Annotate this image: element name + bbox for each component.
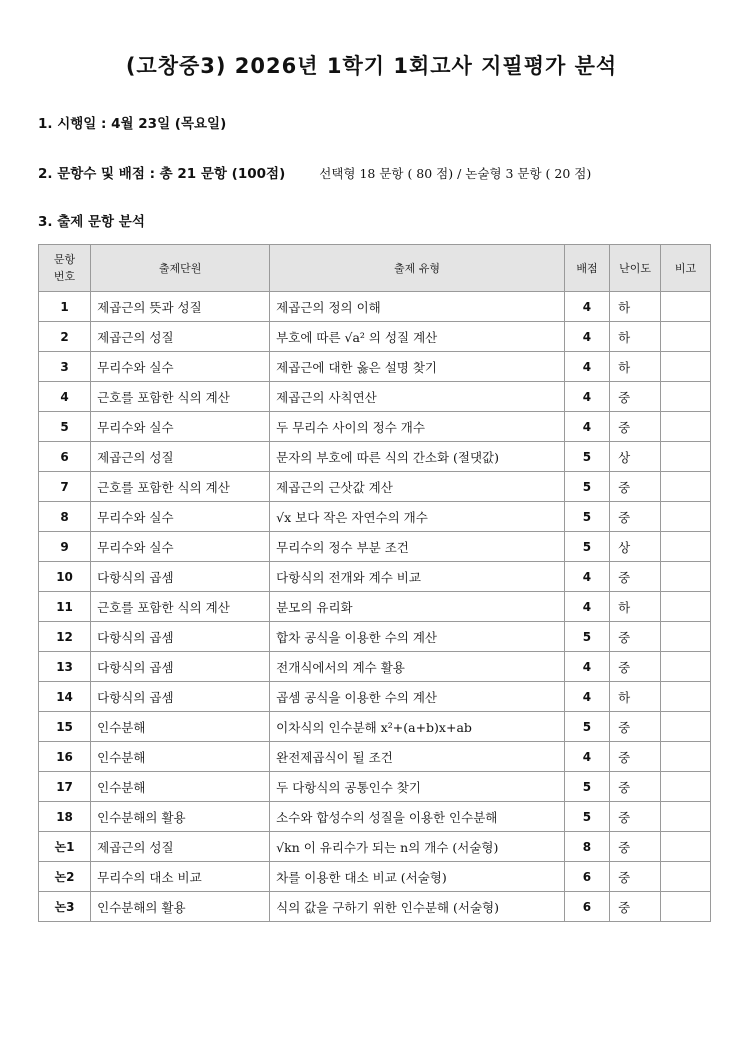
cell-score: 5: [564, 772, 609, 802]
cell-score: 4: [564, 322, 609, 352]
cell-unit: 무리수와 실수: [91, 502, 270, 532]
header-difficulty: 난이도: [610, 245, 661, 292]
cell-type: 제곱근의 근삿값 계산: [270, 472, 565, 502]
cell-score: 5: [564, 442, 609, 472]
cell-unit: 근호를 포함한 식의 계산: [91, 592, 270, 622]
cell-type: 제곱근의 사칙연산: [270, 382, 565, 412]
cell-note: [661, 322, 711, 352]
cell-note: [661, 502, 711, 532]
cell-difficulty: 중: [610, 802, 661, 832]
cell-score: 4: [564, 382, 609, 412]
table-row: [39, 472, 711, 502]
cell-note: [661, 292, 711, 322]
analysis-heading: 3. 출제 문항 분석: [38, 214, 145, 230]
cell-difficulty: 중: [610, 862, 661, 892]
cell-score: 4: [564, 292, 609, 322]
cell-note: [661, 472, 711, 502]
cell-score: 4: [564, 562, 609, 592]
table-row: [39, 322, 711, 352]
cell-type: 분모의 유리화: [270, 592, 565, 622]
cell-type: 무리수의 정수 부분 조건: [270, 532, 565, 562]
cell-unit: 제곱근의 뜻과 성질: [91, 292, 270, 322]
cell-note: [661, 562, 711, 592]
cell-score: 8: [564, 832, 609, 862]
cell-type: √kn 이 유리수가 되는 n의 개수 (서술형): [270, 832, 565, 862]
cell-note: [661, 832, 711, 862]
cell-note: [661, 652, 711, 682]
cell-score: 5: [564, 622, 609, 652]
cell-note: [661, 382, 711, 412]
cell-number: 9: [39, 532, 91, 562]
cell-type: 차를 이용한 대소 비교 (서술형): [270, 862, 565, 892]
cell-difficulty: 중: [610, 562, 661, 592]
cell-number: 2: [39, 322, 91, 352]
cell-type: 다항식의 전개와 계수 비교: [270, 562, 565, 592]
table-row: [39, 772, 711, 802]
table-row: [39, 622, 711, 652]
header-number: 문항 번호: [39, 245, 91, 292]
cell-number: 15: [39, 712, 91, 742]
table-row: [39, 562, 711, 592]
cell-score: 4: [564, 652, 609, 682]
cell-note: [661, 772, 711, 802]
cell-note: [661, 622, 711, 652]
header-note: 비고: [661, 245, 711, 292]
cell-unit: 다항식의 곱셈: [91, 562, 270, 592]
question-type-breakdown: 선택형 18 문항 ( 80 점) / 논술형 3 문항 ( 20 점): [319, 166, 592, 181]
cell-type: √x 보다 작은 자연수의 개수: [270, 502, 565, 532]
cell-unit: 무리수와 실수: [91, 412, 270, 442]
cell-note: [661, 802, 711, 832]
cell-unit: 다항식의 곱셈: [91, 682, 270, 712]
cell-type: 부호에 따른 √a² 의 성질 계산: [270, 322, 565, 352]
cell-unit: 무리수와 실수: [91, 532, 270, 562]
cell-score: 6: [564, 862, 609, 892]
cell-difficulty: 중: [610, 412, 661, 442]
cell-type: 합차 공식을 이용한 수의 계산: [270, 622, 565, 652]
cell-number: 13: [39, 652, 91, 682]
cell-number: 1: [39, 292, 91, 322]
question-count-line: [38, 162, 591, 182]
cell-difficulty: 하: [610, 682, 661, 712]
cell-unit: 다항식의 곱셈: [91, 622, 270, 652]
cell-type: 완전제곱식이 될 조건: [270, 742, 565, 772]
cell-number: 7: [39, 472, 91, 502]
cell-number: 6: [39, 442, 91, 472]
cell-score: 5: [564, 532, 609, 562]
header-type: 출제 유형: [270, 245, 565, 292]
table-row: [39, 532, 711, 562]
cell-note: [661, 352, 711, 382]
cell-number: 16: [39, 742, 91, 772]
table-row: [39, 862, 711, 892]
cell-unit: 인수분해의 활용: [91, 892, 270, 922]
cell-score: 4: [564, 352, 609, 382]
cell-unit: 근호를 포함한 식의 계산: [91, 382, 270, 412]
cell-difficulty: 중: [610, 892, 661, 922]
cell-number: 논1: [39, 832, 91, 862]
table-row: [39, 442, 711, 472]
table-row: [39, 412, 711, 442]
cell-difficulty: 중: [610, 832, 661, 862]
cell-unit: 제곱근의 성질: [91, 442, 270, 472]
cell-number: 18: [39, 802, 91, 832]
cell-unit: 제곱근의 성질: [91, 322, 270, 352]
cell-type: 두 무리수 사이의 정수 개수: [270, 412, 565, 442]
cell-difficulty: 상: [610, 442, 661, 472]
cell-number: 3: [39, 352, 91, 382]
cell-difficulty: 중: [610, 712, 661, 742]
cell-difficulty: 하: [610, 592, 661, 622]
cell-unit: 다항식의 곱셈: [91, 652, 270, 682]
cell-type: 식의 값을 구하기 위한 인수분해 (서술형): [270, 892, 565, 922]
cell-difficulty: 하: [610, 352, 661, 382]
cell-unit: 인수분해: [91, 742, 270, 772]
cell-number: 10: [39, 562, 91, 592]
cell-note: [661, 862, 711, 892]
cell-difficulty: 중: [610, 742, 661, 772]
cell-number: 5: [39, 412, 91, 442]
cell-unit: 인수분해의 활용: [91, 802, 270, 832]
cell-number: 4: [39, 382, 91, 412]
cell-score: 4: [564, 742, 609, 772]
cell-note: [661, 682, 711, 712]
cell-unit: 무리수의 대소 비교: [91, 862, 270, 892]
cell-difficulty: 하: [610, 292, 661, 322]
cell-number: 논3: [39, 892, 91, 922]
cell-difficulty: 중: [610, 652, 661, 682]
cell-type: 소수와 합성수의 성질을 이용한 인수분해: [270, 802, 565, 832]
cell-number: 11: [39, 592, 91, 622]
cell-difficulty: 중: [610, 772, 661, 802]
cell-difficulty: 중: [610, 502, 661, 532]
table-row: [39, 502, 711, 532]
table-row: [39, 382, 711, 412]
cell-note: [661, 712, 711, 742]
table-row: [39, 742, 711, 772]
exam-date: 1. 시행일 : 4월 23일 (목요일): [38, 116, 227, 132]
cell-difficulty: 하: [610, 322, 661, 352]
cell-type: 제곱근에 대한 옳은 설명 찾기: [270, 352, 565, 382]
cell-number: 8: [39, 502, 91, 532]
header-score: 배점: [564, 245, 609, 292]
cell-score: 4: [564, 682, 609, 712]
cell-note: [661, 532, 711, 562]
cell-unit: 근호를 포함한 식의 계산: [91, 472, 270, 502]
cell-unit: 제곱근의 성질: [91, 832, 270, 862]
table-row: [39, 832, 711, 862]
cell-number: 17: [39, 772, 91, 802]
table-row: [39, 682, 711, 712]
table-row: [39, 652, 711, 682]
table-header-row: [39, 245, 711, 292]
cell-difficulty: 중: [610, 622, 661, 652]
analysis-table: [38, 244, 711, 922]
cell-number: 12: [39, 622, 91, 652]
cell-score: 5: [564, 712, 609, 742]
cell-unit: 인수분해: [91, 772, 270, 802]
table-row: [39, 802, 711, 832]
cell-note: [661, 892, 711, 922]
cell-number: 14: [39, 682, 91, 712]
cell-score: 5: [564, 472, 609, 502]
table-row: [39, 712, 711, 742]
cell-type: 이차식의 인수분해 x²+(a+b)x+ab: [270, 712, 565, 742]
cell-note: [661, 442, 711, 472]
cell-unit: 무리수와 실수: [91, 352, 270, 382]
cell-score: 4: [564, 592, 609, 622]
cell-score: 4: [564, 412, 609, 442]
cell-type: 두 다항식의 공통인수 찾기: [270, 772, 565, 802]
cell-number: 논2: [39, 862, 91, 892]
page-title: (고창중3) 2026년 1학기 1회고사 지필평가 분석: [125, 54, 618, 78]
cell-type: 제곱근의 정의 이해: [270, 292, 565, 322]
cell-difficulty: 중: [610, 382, 661, 412]
cell-score: 6: [564, 892, 609, 922]
cell-type: 문자의 부호에 따른 식의 간소화 (절댓값): [270, 442, 565, 472]
cell-note: [661, 412, 711, 442]
table-row: [39, 292, 711, 322]
cell-note: [661, 742, 711, 772]
cell-score: 5: [564, 802, 609, 832]
cell-type: 전개식에서의 계수 활용: [270, 652, 565, 682]
cell-score: 5: [564, 502, 609, 532]
header-unit: 출제단원: [91, 245, 270, 292]
table-row: [39, 892, 711, 922]
cell-type: 곱셈 공식을 이용한 수의 계산: [270, 682, 565, 712]
cell-difficulty: 상: [610, 532, 661, 562]
cell-note: [661, 592, 711, 622]
table-row: [39, 592, 711, 622]
question-count: 2. 문항수 및 배점 : 총 21 문항 (100점): [38, 166, 286, 182]
cell-unit: 인수분해: [91, 712, 270, 742]
table-row: [39, 352, 711, 382]
cell-difficulty: 중: [610, 472, 661, 502]
